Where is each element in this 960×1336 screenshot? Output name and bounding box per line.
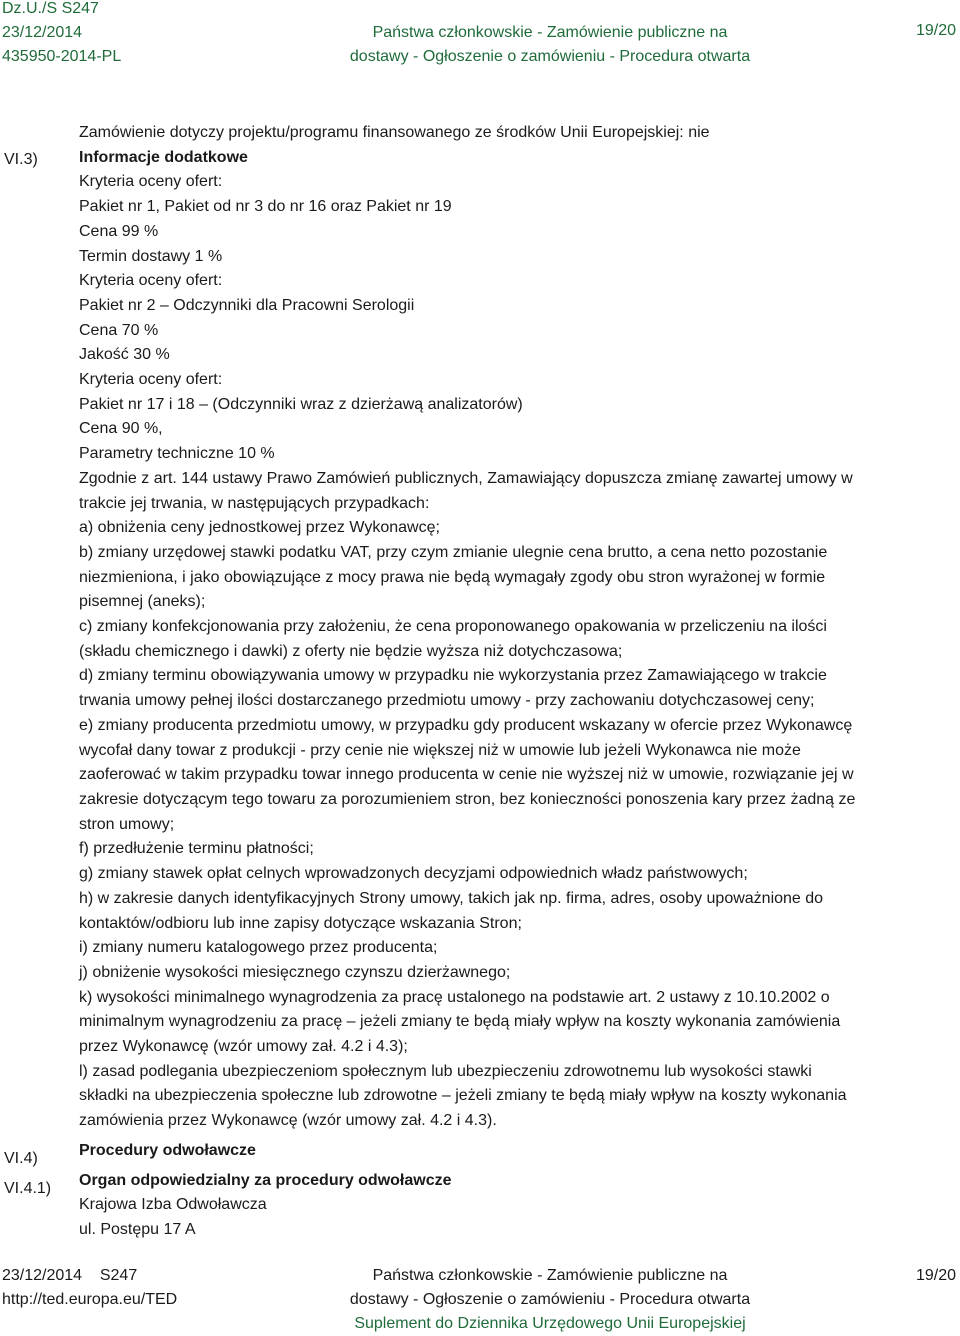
text-line: g) zmiany stawek opłat celnych wprowadzonych decyzjami odpowiednich władz państwowych; xyxy=(79,865,748,883)
footer-date: 23/12/2014 xyxy=(2,1267,83,1284)
header-left xyxy=(2,0,121,69)
text-line: zamówienia przez Wykonawcę (wzór umowy zał. 4.2 i 4.3). xyxy=(79,1112,497,1130)
footer-title-line1: Państwa członkowskie - Zamówienie publiczne na xyxy=(372,1267,728,1284)
text-line: a) obniżenia ceny jednostkowej przez Wykonawcę; xyxy=(79,519,440,537)
text-line: Kryteria oceny ofert: xyxy=(79,272,223,290)
text-line: i) zmiany numeru katalogowego przez producenta; xyxy=(79,939,438,957)
header-title xyxy=(260,0,840,69)
footer-supplement: Suplement do Dziennika Urzędowego Unii Europejskiej xyxy=(354,1315,746,1332)
text-line: Pakiet nr 2 – Odczynniki dla Pracowni Serologii xyxy=(79,296,415,314)
footer-left xyxy=(2,1264,177,1312)
text-line: e) zmiany producenta przedmiotu umowy, w przypadku gdy producent wskazany w ofercie przez Wykonawcę xyxy=(79,716,853,734)
section-heading-appeal-procedures: Procedury odwoławcze xyxy=(79,1141,256,1159)
text-line: b) zmiany urzędowej stawki podatku VAT, przy czym zmianie ulegnie cena brutto, a cena netto pozostanie xyxy=(79,543,828,561)
text-line: d) zmiany terminu obowiązywania umowy w przypadku nie wykorzystania przez Zamawiającego w trakcie xyxy=(79,667,827,685)
text-line: stron umowy; xyxy=(79,815,175,833)
text-line: Cena 70 % xyxy=(79,321,159,339)
header-title-line1: Państwa członkowskie - Zamówienie publiczne na xyxy=(372,24,728,41)
text-line: minimalnym wynagrodzeniu za pracę – jeżeli zmiany te będą miały wpływ na koszty wykonania zamówienia xyxy=(79,1013,841,1031)
eu-funding-line: Zamówienie dotyczy projektu/programu finansowanego ze środków Unii Europejskiej: nie xyxy=(79,124,710,141)
footer-url-link[interactable]: http://ted.europa.eu/TED xyxy=(2,1291,178,1308)
notice-id: 435950-2014-PL xyxy=(2,48,122,65)
text-line: h) w zakresie danych identyfikacyjnych Strony umowy, takich jak np. firma, adres, osoby upoważnione do xyxy=(79,889,824,907)
footer-page: 19/20 xyxy=(915,1267,956,1284)
text-line: k) wysokości minimalnego wynagrodzenia za pracę ustalonego na podstawie art. 2 ustawy z 10.10.2002 o xyxy=(79,988,830,1006)
header-date: 23/12/2014 xyxy=(2,24,83,41)
text-line: trakcie jej trwania, w następujących przypadkach: xyxy=(79,494,430,512)
text-line: f) przedłużenie terminu płatności; xyxy=(79,840,314,858)
main-content xyxy=(79,121,949,1243)
text-line: Pakiet nr 17 i 18 – (Odczynniki wraz z dzierżawą analizatorów) xyxy=(79,395,523,413)
text-line: Zgodnie z art. 144 ustawy Prawo Zamówień publicznych, Zamawiający dopuszcza zmianę zawartej umowy w xyxy=(79,469,853,487)
text-line: pisemnej (aneks); xyxy=(79,593,206,611)
text-line: zakresie dotyczącym tego towaru za porozumieniem stron, bez konieczności ponoszenia kary przez żadną ze xyxy=(79,790,856,808)
section-number-vi4: VI.4) xyxy=(4,1150,38,1167)
text-line: Pakiet nr 1, Pakiet od nr 3 do nr 16 oraz Pakiet nr 19 xyxy=(79,198,452,216)
page-header xyxy=(0,0,960,70)
footer-title xyxy=(260,1264,840,1336)
text-line: Termin dostawy 1 % xyxy=(79,247,223,265)
text-line: składki na ubezpieczenia społeczne lub zdrowotne – jeżeli zmiany te będą miały wpływ na koszty wykonania xyxy=(79,1087,847,1105)
text-line: niezmieniona, i jako obowiązujące z mocy prawa nie będą wymagały zgody obu stron wyrażonej w formie xyxy=(79,568,826,586)
text-line: Cena 90 %, xyxy=(79,420,163,438)
header-page: 19/20 xyxy=(915,22,956,39)
text-line: Parametry techniczne 10 % xyxy=(79,445,275,463)
text-line: kontaktów/odbioru lub inne zapisy dotyczące wskazania Stron; xyxy=(79,914,522,932)
text-line: Kryteria oceny ofert: xyxy=(79,371,223,389)
text-line: (składu chemicznego i dawki) z oferty nie będzie wyższa niż dotychczasowa; xyxy=(79,642,623,660)
text-line: zaoferować w takim przypadku towar innego producenta w cenie nie wyższej niż w umowie, rozwiązanie jej w xyxy=(79,766,854,784)
section-number-vi41: VI.4.1) xyxy=(4,1180,52,1197)
text-line: l) zasad podlegania ubezpieczeniom społecznym lub ubezpieczeniu zdrowotnemu lub wysokości stawki xyxy=(79,1062,812,1080)
footer-issue: S247 xyxy=(99,1267,138,1284)
section-heading-appeal-body: Organ odpowiedzialny za procedury odwoławcze xyxy=(79,1171,452,1189)
organization-name: Krajowa Izba Odwoławcza xyxy=(79,1196,267,1214)
text-line: j) obniżenie wysokości miesięcznego czynszu dzierżawnego; xyxy=(79,963,511,981)
text-line: trwania umowy pełnej ilości dostarczanego przedmiotu umowy - przy zachowaniu dotychczasowej ceny; xyxy=(79,692,815,710)
text-line: Jakość 30 % xyxy=(79,346,170,364)
address-street: ul. Postępu 17 A xyxy=(79,1220,196,1238)
section-heading-additional-info: Informacje dodatkowe xyxy=(79,148,248,166)
text-line: wycofał dany towar z produkcji - przy cenie nie większej niż w umowie lub jeżeli Wykonawca nie może xyxy=(79,741,801,759)
text-line: c) zmiany konfekcjonowania przy założeniu, że cena proponowanego opakowania w przeliczeniu na ilości xyxy=(79,618,827,636)
header-title-line2: dostawy - Ogłoszenie o zamówieniu - Procedura otwarta xyxy=(349,48,751,65)
text-line: przez Wykonawcę (wzór umowy zał. 4.2 i 4.3); xyxy=(79,1038,408,1056)
text-line: Cena 99 % xyxy=(79,222,159,240)
page-footer xyxy=(0,1264,960,1334)
footer-title-line2: dostawy - Ogłoszenie o zamówieniu - Procedura otwarta xyxy=(349,1291,751,1308)
text-line: Kryteria oceny ofert: xyxy=(79,173,223,191)
section-number-vi3: VI.3) xyxy=(4,151,38,168)
doc-ref: Dz.U./S S247 xyxy=(2,0,99,17)
